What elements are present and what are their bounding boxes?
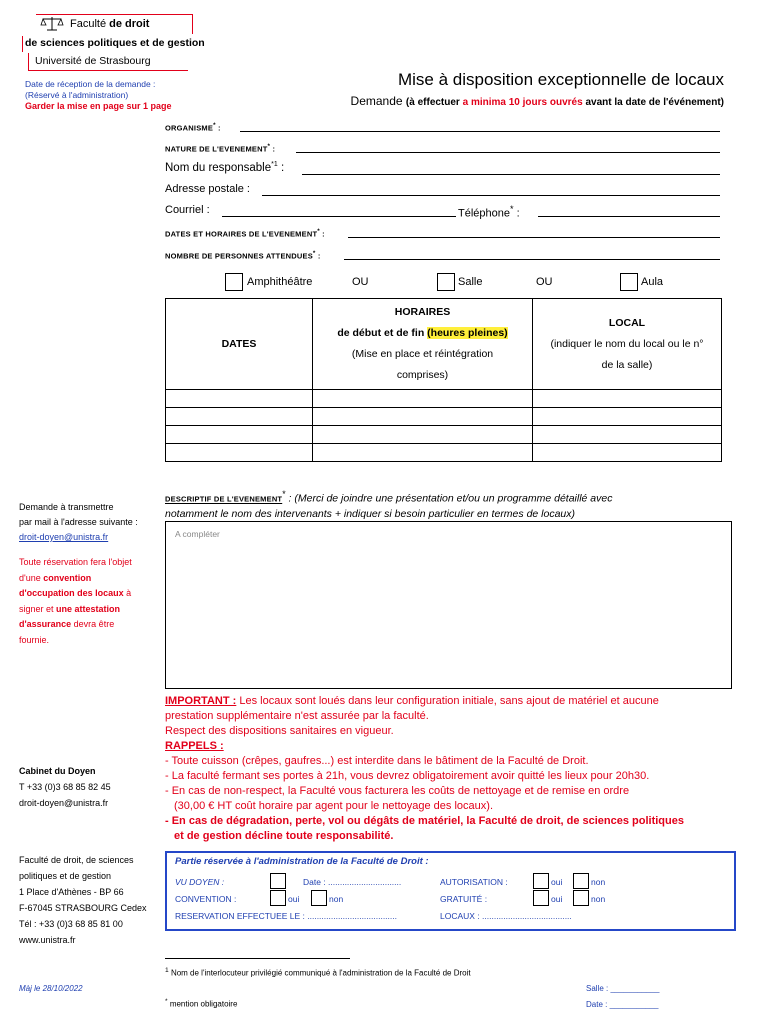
descriptif-placeholder: A compléter (175, 529, 220, 539)
logo-line1 (70, 18, 149, 30)
table-cell[interactable] (313, 444, 533, 462)
rappels-label: RAPPELS : (165, 740, 224, 752)
footnote-1: $^1$ Nom de l'interlocuteur privilégié communiqué à l'administration de la Faculté de Droit (165, 967, 471, 978)
page-subtitle (351, 94, 724, 108)
nombre-field[interactable] (344, 259, 720, 260)
admin-vu-checkbox[interactable] (270, 873, 286, 889)
admin-autorisation-label: AUTORISATION : (440, 877, 508, 887)
salle-label: Salle (458, 276, 483, 288)
courriel-field[interactable] (222, 216, 456, 217)
responsable-field[interactable] (302, 174, 720, 175)
table-cell[interactable] (313, 390, 533, 408)
important-label: IMPORTANT : (165, 695, 237, 707)
admin-gratuite-oui[interactable] (533, 890, 549, 906)
col-dates: DATES (166, 299, 313, 390)
admin-reservation: RESERVATION EFFECTUEE LE : ...................................... (175, 911, 397, 921)
oui-label: oui (288, 894, 300, 904)
table-cell[interactable] (313, 426, 533, 444)
footnote-mention: * mention obligatoire (165, 998, 238, 1009)
sidebar-cabinet (19, 763, 111, 811)
nombre-label: NOMBRE DE PERSONNES ATTENDUES* : (165, 250, 321, 261)
cabinet-title: Cabinet du Doyen (19, 766, 96, 776)
table-cell[interactable] (533, 408, 722, 426)
table-row (166, 444, 722, 462)
subtitle-deadline: a minima 10 jours ouvrés (462, 97, 583, 108)
logo-line1-prefix: Faculté (70, 18, 110, 30)
reservation-table (165, 298, 722, 462)
scales-icon (40, 16, 64, 32)
admin-vu-label: VU DOYEN : (175, 877, 225, 887)
transmit-email-link[interactable]: droit-doyen@unistra.fr (19, 532, 109, 542)
table-cell[interactable] (533, 390, 722, 408)
admin-locaux: LOCAUX : ...................................... (440, 911, 572, 921)
cabinet-phone: T +33 (0)3 68 85 82 45 (19, 782, 111, 792)
organisme-label: ORGANISME* : (165, 122, 221, 133)
admin-gratuite-non[interactable] (573, 890, 589, 906)
horaires-note-1: (Mise en place et réintégration (351, 348, 494, 360)
logo-line3: Université de Strasbourg (35, 55, 151, 67)
reception-line1: Date de réception de la demande : (25, 79, 156, 89)
ou-label-1: OU (352, 276, 369, 288)
admin-convention-label: CONVENTION : (175, 894, 237, 904)
adresse-label: Adresse postale : (165, 183, 250, 195)
reception-line2: (Réservé à l'administration) (25, 90, 129, 100)
dates-label: DATES ET HORAIRES DE L'EVENEMENT* : (165, 228, 325, 239)
horaires-title: HORAIRES (394, 306, 451, 318)
subtitle-open: (à effectuer (405, 97, 463, 108)
footnote-divider (165, 958, 350, 959)
footer-salle: Salle : ___________ (586, 984, 660, 993)
admin-convention-oui[interactable] (270, 890, 286, 906)
table-cell[interactable] (166, 408, 313, 426)
ou-label-2: OU (536, 276, 553, 288)
descriptif-text-2: notamment le nom des intervenants + indiquer si besoin particulier en termes de locaux) (165, 507, 576, 520)
amphi-checkbox[interactable] (225, 273, 243, 291)
reception-note: Garder la mise en page sur 1 page (25, 101, 172, 111)
res-line-1: Toute réservation fera l'objet (19, 557, 132, 567)
adresse-field[interactable] (262, 195, 720, 196)
dates-field[interactable] (348, 237, 720, 238)
admin-title: Partie réservée à l'administration de la Faculté de Droit : (175, 856, 429, 867)
admin-autorisation-non[interactable] (573, 873, 589, 889)
courriel-label: Courriel : (165, 204, 210, 216)
table-row (166, 426, 722, 444)
table-row (166, 390, 722, 408)
oui-label: oui (551, 894, 563, 904)
logo-line2: de sciences politiques et de gestion (25, 37, 205, 49)
local-title: LOCAL (608, 316, 646, 329)
salle-checkbox[interactable] (437, 273, 455, 291)
non-label: non (591, 877, 606, 887)
horaires-subtitle: de début et de fin (337, 327, 428, 339)
oui-label: oui (551, 877, 563, 887)
descriptif-label: DESCRIPTIF DE L'EVENEMENT (165, 494, 283, 504)
horaires-note-2: comprises) (396, 369, 449, 381)
update-date: Màj le 28/10/2022 (19, 984, 83, 993)
non-label: non (329, 894, 344, 904)
aula-checkbox[interactable] (620, 273, 638, 291)
col-horaires (313, 299, 533, 390)
admin-autorisation-oui[interactable] (533, 873, 549, 889)
table-cell[interactable] (166, 444, 313, 462)
responsable-label: Nom du responsable$^{*1}$ : (165, 161, 285, 174)
aula-label: Aula (641, 276, 664, 288)
table-cell[interactable] (533, 426, 722, 444)
res-line-6: fournie. (19, 634, 50, 645)
table-row (166, 408, 722, 426)
logo-line1-bold: de droit (109, 18, 150, 30)
horaires-highlight: (heures pleines) (427, 327, 508, 339)
descriptif-textarea[interactable] (165, 521, 732, 689)
organisme-field[interactable] (240, 131, 720, 132)
transmit-line-2: par mail à l'adresse suivante : (19, 517, 138, 527)
table-cell[interactable] (313, 408, 533, 426)
footer-date: Date : ___________ (586, 1000, 659, 1009)
sidebar-transmit (19, 500, 138, 545)
descriptif-text-1: : (Merci de joindre une présentation et/ou un programme détaillé avec (285, 492, 613, 505)
nature-field[interactable] (296, 152, 720, 153)
admin-date: Date : ............................... (303, 877, 402, 887)
admin-gratuite-label: GRATUITÉ : (440, 894, 488, 904)
admin-convention-non[interactable] (311, 890, 327, 906)
telephone-label: Téléphone* : (458, 204, 520, 220)
nature-label: NATURE DE L'EVENEMENT* : (165, 143, 276, 154)
descriptif-intro: DESCRIPTIF DE L'EVENEMENT* : (Merci de joindre une présentation et/ou un programme détaillé avec notamment le nom des intervenants + indiquer si besoin particulier en termes de locaux) (165, 489, 613, 520)
subtitle-word: Demande (350, 94, 403, 108)
table-cell[interactable] (533, 444, 722, 462)
col-local (533, 299, 722, 390)
non-label: non (591, 894, 606, 904)
cabinet-email: droit-doyen@unistra.fr (19, 798, 109, 808)
local-note-2: de la salle) (601, 358, 653, 371)
sidebar-faculty-address: Faculté de droit, de sciences politiques et de gestion 1 Place d'Athènes - BP 66 F-67045 STRASBOURG Cedex Tél : +33 (0)3 68 85 81 00 www.unistra.fr (19, 855, 147, 945)
table-cell[interactable] (166, 426, 313, 444)
page-title: Mise à disposition exceptionnelle de locaux (397, 70, 724, 89)
important-block: IMPORTANT : Les locaux sont loués dans leur configuration initiale, sans ajout de matériel et aucune prestation supplémentaire n'est assurée par la faculté. Respect des dispositions sanitaires en vigueur. RAPPELS : - Toute cuisson (crêpes, gaufres...) est interdite dans le bâtiment de la Faculté de Droit. - La faculté fermant ses portes à 21h, vous devrez obligatoirement avoir quitté les lieux pour 20h30. - En cas de non-respect, la Faculté vous facturera les coûts de nettoyage et de remise en ordre (30,00 € HT coût horaire par agent pour le nettoyage des locaux). - En cas de dégradation, perte, vol ou dégâts de matériel, la Faculté de droit, de sciences politiques et de gestion décline toute responsabilité. (165, 694, 732, 844)
telephone-field[interactable] (538, 216, 720, 217)
amphi-label: Amphithéâtre (247, 276, 313, 288)
admin-section (165, 851, 736, 931)
subtitle-close: avant la date de l'événement) (582, 97, 724, 108)
table-cell[interactable] (166, 390, 313, 408)
local-note-1: (indiquer le nom du local ou le n° (550, 337, 704, 350)
transmit-line-1: Demande à transmettre (19, 502, 114, 512)
sidebar-reservation-note: Toute réservation fera l'objet d'une convention d'occupation des locaux à signer et une attestation d'assurance devra être fournie. (19, 555, 132, 649)
